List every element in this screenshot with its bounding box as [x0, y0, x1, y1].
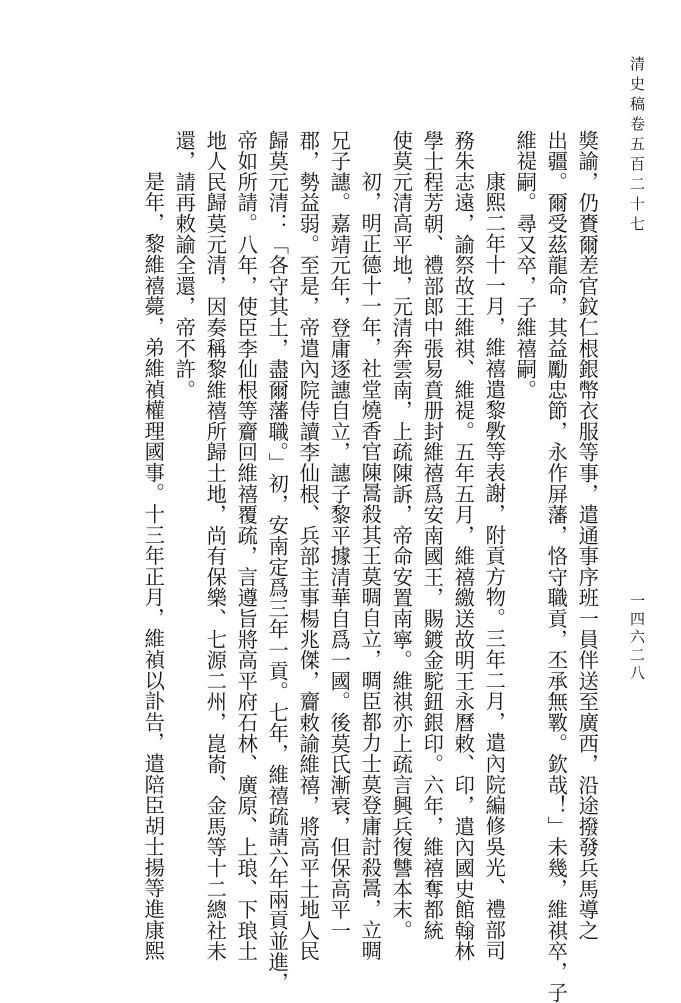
- text-column-14: 還，請再敕諭全還，帝不許。: [172, 130, 197, 401]
- text-column-2: 出疆。爾受茲龍命，其益勵忠節，永作屏藩，恪守職貢，丕承無斁。欽哉！」未幾，維祺卒，子: [544, 130, 569, 1003]
- text-column-10: 郡，勢益弱。至是，帝遣內院侍讀李仙根、兵部主事楊兆傑，齎敕諭維禧，將高平土地人民: [296, 130, 321, 962]
- text-column-6: 學士程芳朝、禮部郎中張易賁册封維禧爲安南國王，賜鍍金駝鈕銀印。六年，維禧奪都統: [420, 130, 445, 941]
- text-column-5: 務朱志遠，諭祭故王維祺、維禔。五年五月，維禧繳送故明王永曆敕、印，遣內國史館翰林: [451, 130, 476, 962]
- text-column-13: 地人民歸莫元清，因奏稱黎維禧所歸土地，尚有保樂、七源二州，崑嵛、金馬等十二總社未: [203, 130, 228, 962]
- text-column-11: 歸莫元清：「各守其土，盡爾藩職。」初，安南定爲三年一貢。七年，維禧疏請六年兩貢並進，: [265, 130, 290, 994]
- text-column-12: 帝如所請。八年，使臣李仙根等齎回維禧覆疏，言遵旨將高平府石林、廣原、上琅、下琅土: [234, 130, 259, 962]
- text-column-7: 使莫元清高平地，元清奔雲南，上疏陳訴，帝命安置南寧。維祺亦上疏言興兵復讐本末。: [389, 130, 414, 941]
- running-title: 清史稿卷五百二十七: [628, 56, 646, 236]
- page-number: 一四六二八: [628, 593, 646, 683]
- text-column-3: 維禔嗣。尋又卒，子維禧嗣。: [513, 130, 538, 401]
- text-column-8: 初，明正德十一年，社堂燒香官陳暠殺其王莫晭自立，晭臣都力士莫登庸討殺暠，立晭: [358, 171, 383, 962]
- text-column-4: 康熙二年十一月，維禧遣黎斆等表謝，附貢方物。三年二月，遣內院編修吳光、禮部司: [482, 171, 507, 962]
- text-column-9: 兄子譓。嘉靖元年，登庸逐譓自立，譓子黎平據清華自爲一國。後莫氏漸衰，但保高平一: [327, 130, 352, 941]
- text-column-1: 獎諭，仍賚爾差官鈫仁根銀幣衣服等事，遣通事序班一員伴送至廣西，沿途撥發兵馬導之: [575, 130, 600, 941]
- text-column-15: 是年，黎維禧薨，弟維禎權理國事。十三年正月，維禎以訃告，遣陪臣胡士揚等進康熙: [141, 171, 166, 962]
